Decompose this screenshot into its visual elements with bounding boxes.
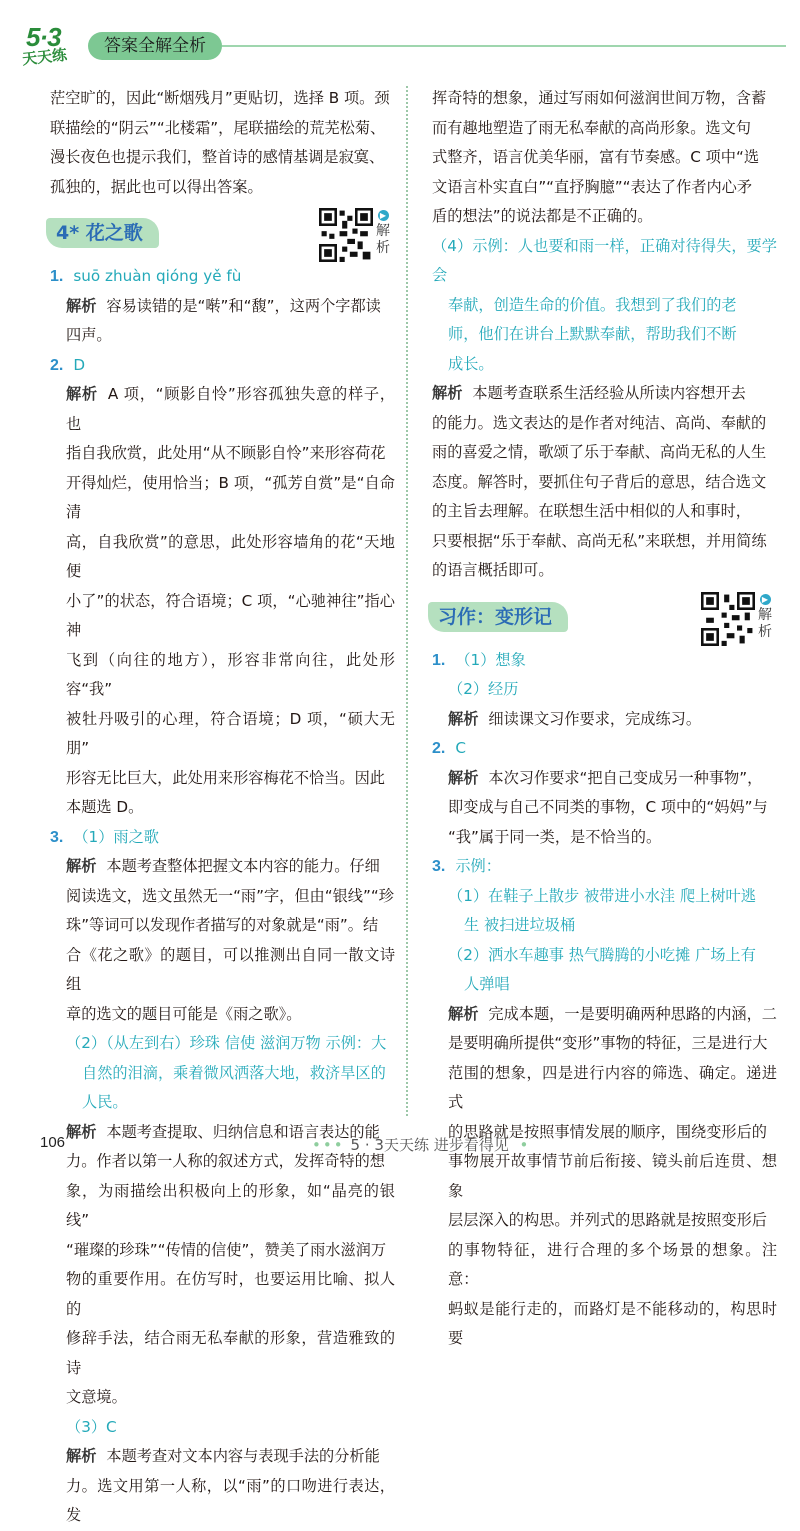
page-number: 106: [40, 1134, 66, 1151]
qr-code-icon[interactable]: [319, 208, 373, 262]
footer-dot: •: [519, 1136, 531, 1154]
logo-text: 天天练: [21, 45, 68, 69]
column-divider: [406, 86, 408, 1116]
answer-text: 奉献，创造生命的价值。我想到了我们的老: [448, 295, 737, 314]
question-1: [50, 262, 395, 351]
analysis-label: 解析: [66, 1122, 97, 1141]
page-footer: [0, 1124, 800, 1164]
play-icon: ▶: [378, 210, 389, 221]
answer-text: （3）C: [66, 1417, 117, 1436]
question-number: 2.: [432, 740, 446, 757]
text-line: 合《花之歌》的题目，可以推测出自同一散文诗组: [66, 945, 395, 993]
answer-text: 成长。: [448, 354, 494, 373]
text-line: “我”属于同一类，是不恰当的。: [448, 827, 662, 846]
text-line: 文意境。: [66, 1388, 127, 1406]
text-line: A 项，“顾影自怜”形容孤独失意的样子，也: [66, 385, 395, 433]
page-header: [0, 0, 800, 80]
text-line: 只要根据“乐于奉献、高尚无私”来联想，并用简练: [432, 531, 767, 550]
analysis-label: 解析: [448, 768, 479, 787]
left-column: [50, 84, 395, 1531]
text-line: 而有趣地塑造了雨无私奉献的高尚形象。选文句: [432, 118, 751, 137]
brand-logo: [14, 22, 84, 76]
header-rule: [222, 45, 786, 47]
question-number: 2.: [50, 356, 64, 374]
question-2: [50, 351, 395, 823]
text-line: 修辞手法，结合雨无私奉献的形象，营造雅致的诗: [66, 1329, 395, 1377]
text-line: 小了”的状态，符合语境；C 项，“心驰神往”指心神: [66, 591, 395, 639]
text-line: 本题考查对文本内容与表现手法的分析能: [106, 1447, 380, 1465]
analysis-label: 解析: [448, 1004, 479, 1023]
text-line: 文语言朴实直白”“直抒胸臆”“表达了作者内心矛: [432, 177, 753, 196]
writing-question-1: [432, 646, 777, 735]
text-line: 物的重要作用。在仿写时，也要运用比喻、拟人的: [66, 1270, 395, 1318]
text-line: 章的选文的题目可能是《雨之歌》。: [66, 1004, 302, 1023]
qr-code-icon[interactable]: [701, 592, 755, 646]
text-line: 高，自我欣赏”的意思，此处形容墙角的花“天地便: [66, 532, 395, 580]
logo-number: 5·3: [26, 22, 61, 52]
text-line: 本次习作要求“把自己变成另一种事物”，: [488, 768, 763, 787]
question-number: 3.: [50, 828, 64, 846]
answer-text: 生 被扫进垃圾桶: [464, 916, 576, 934]
text-line: 蚂蚁是能行走的，而路灯是不能移动的，构思时要: [448, 1299, 777, 1347]
play-icon: ▶: [760, 594, 771, 605]
answer-text: （2）洒水车趣事 热气腾腾的小吃摊 广场上有: [448, 945, 756, 964]
text-line: 是要明确所提供“变形”事物的特征，三是进行大: [448, 1034, 768, 1052]
text-line: 孤独的，据此也可以得出答案。: [50, 177, 263, 196]
analysis-label: 解析: [66, 296, 97, 315]
text-line: 事物展开故事情节前后衔接、镜头前后连贯、想象: [448, 1152, 777, 1200]
answer-text: 人弹唱: [464, 975, 510, 993]
qr-side-label: ▶ 解析: [758, 594, 772, 640]
text-line: 四声。: [66, 326, 112, 344]
text-line: 象，为雨描绘出积极向上的形象，如“晶亮的银线”: [66, 1181, 395, 1229]
answer-text: 师，他们在讲台上默默奉献，帮助我们不断: [448, 325, 737, 343]
answer-text: （1）想象: [455, 650, 526, 669]
section-header-hua-zhi-ge: [50, 208, 395, 262]
pinyin-answer: suō zhuàn qióng yě fù: [73, 267, 242, 285]
analysis-label: 解析: [66, 385, 98, 403]
text-line: 层层深入的构思。并列式的思路就是按照变形后: [448, 1211, 767, 1229]
analysis-label: 解析: [66, 857, 97, 875]
answer-text: （2）经历: [448, 680, 519, 698]
text-line: 阅读选文，选文虽然无一“雨”字，但由“银线”“珍: [66, 886, 394, 905]
analysis-label: 解析: [448, 709, 479, 728]
writing-question-3: [432, 852, 777, 1354]
text-line: 力。作者以第一人称的叙述方式，发挥奇特的想: [66, 1152, 385, 1170]
question-3: [50, 823, 395, 1531]
text-line: 飞到（向往的地方），形容非常向往，此处形容“我”: [66, 650, 395, 698]
text-line: 挥奇特的想象，通过写雨如何滋润世间万物，含蓄: [432, 89, 767, 107]
text-line: 的主旨去理解。在联想生活中相似的人和事时，: [432, 502, 751, 520]
continued-analysis: [432, 84, 777, 232]
analysis-label: 解析: [66, 1447, 97, 1465]
text-line: “璀璨的珍珠”“传情的信使”，赞美了雨水滋润万: [66, 1240, 387, 1259]
answer-choice: D: [73, 355, 86, 374]
question-number: 3.: [432, 858, 446, 875]
answer-text: （2）（从左到右）珍珠 信使 滋润万物 示例：大: [66, 1034, 387, 1052]
text-line: 式整齐，语言优美华丽，富有节奏感。C 项中“选: [432, 148, 760, 166]
continued-answer: [50, 84, 395, 202]
text-line: 的思路就是按照事情发展的顺序，围绕变形后的: [448, 1122, 767, 1141]
section-title: 习作：变形记: [428, 602, 568, 632]
text-line: 雨的喜爱之情，歌颂了乐于奉献、高尚无私的人生: [432, 443, 767, 461]
text-line: 细读课文习作要求，完成练习。: [488, 709, 701, 728]
answer-text: （4）示例：人也要和雨一样，正确对待得失，要学会: [432, 236, 777, 284]
answer-text: 人民。: [82, 1093, 128, 1111]
analysis-label: 解析: [432, 384, 463, 402]
slogan-text: 5 · 3天天练 进步看得见: [350, 1136, 509, 1154]
writing-question-2: [432, 734, 777, 852]
text-line: 茫空旷的，因此“断烟残月”更贴切，选择 B 项。颈: [50, 89, 390, 107]
text-line: 范围的想象，四是进行内容的筛选、确定。递进式: [448, 1063, 777, 1111]
answer-text: （1）在鞋子上散步 被带进小水洼 爬上树叶逃: [448, 886, 756, 905]
text-line: 的能力。选文表达的是作者对纯洁、高尚、奉献的: [432, 413, 767, 432]
qr-side-label: ▶ 解析: [376, 211, 390, 256]
text-line: 形容无比巨大，此处用来形容梅花不恰当。因此: [66, 768, 385, 787]
footer-dots: •••: [312, 1136, 345, 1154]
text-line: 开得灿烂，使用恰当；B 项，“孤芳自赏”是“自命清: [66, 473, 395, 521]
text-line: 的事物特征，进行合理的多个场景的想象。注意：: [448, 1240, 777, 1288]
section-title: 4* 花之歌: [46, 218, 159, 248]
answer-choice: C: [455, 739, 466, 757]
text-line: 本题考查联系生活经验从所读内容想开去: [472, 384, 746, 402]
text-line: 本题考查整体把握文本内容的能力。仔细: [106, 857, 380, 875]
text-line: 态度。解答时，要抓住句子背后的意思，结合选文: [432, 472, 767, 491]
text-line: 漫长夜色也提示我们，整首诗的感情基调是寂寞、: [50, 148, 385, 166]
question-3-part-4: [432, 232, 777, 586]
section-header-xi-zuo: [432, 592, 777, 646]
text-line: 指自我欣赏，此处用“从不顾影自怜”来形容荷花: [66, 444, 386, 462]
text-line: 联描绘的“阴云”“北楼霜”，尾联描绘的荒芜松菊、: [50, 118, 386, 137]
text-line: 本题选 D。: [66, 798, 144, 816]
question-number: 1.: [432, 651, 446, 669]
text-line: 的语言概括即可。: [432, 561, 554, 579]
text-line: 被牡丹吸引的心理，符合语境；D 项，“硕大无朋”: [66, 709, 395, 757]
text-line: 盾的想法”的说法都是不正确的。: [432, 207, 653, 225]
text-line: 容易读错的是“啭”和“馥”，这两个字都读: [106, 296, 381, 315]
text-line: 珠”等词可以发现作者描写的对象就是“雨”。结: [66, 916, 379, 934]
header-title: 答案全解全析: [88, 32, 222, 60]
footer-slogan: [312, 1134, 536, 1155]
answer-text: 示例：: [455, 857, 501, 875]
text-line: 即变成与自己不同类的事物，C 项中的“妈妈”与: [448, 798, 768, 816]
answer-text: （1）雨之歌: [73, 827, 159, 846]
question-number: 1.: [50, 268, 64, 285]
text-line: 完成本题，一是要明确两种思路的内涵，二: [488, 1004, 777, 1023]
text-line: 本题考查提取、归纳信息和语言表达的能: [106, 1122, 380, 1141]
answer-text: 自然的泪滴，乘着微风洒落大地，救济旱区的: [82, 1063, 386, 1082]
text-line: 力。选文用第一人称，以“雨”的口吻进行表达，发: [66, 1476, 395, 1524]
